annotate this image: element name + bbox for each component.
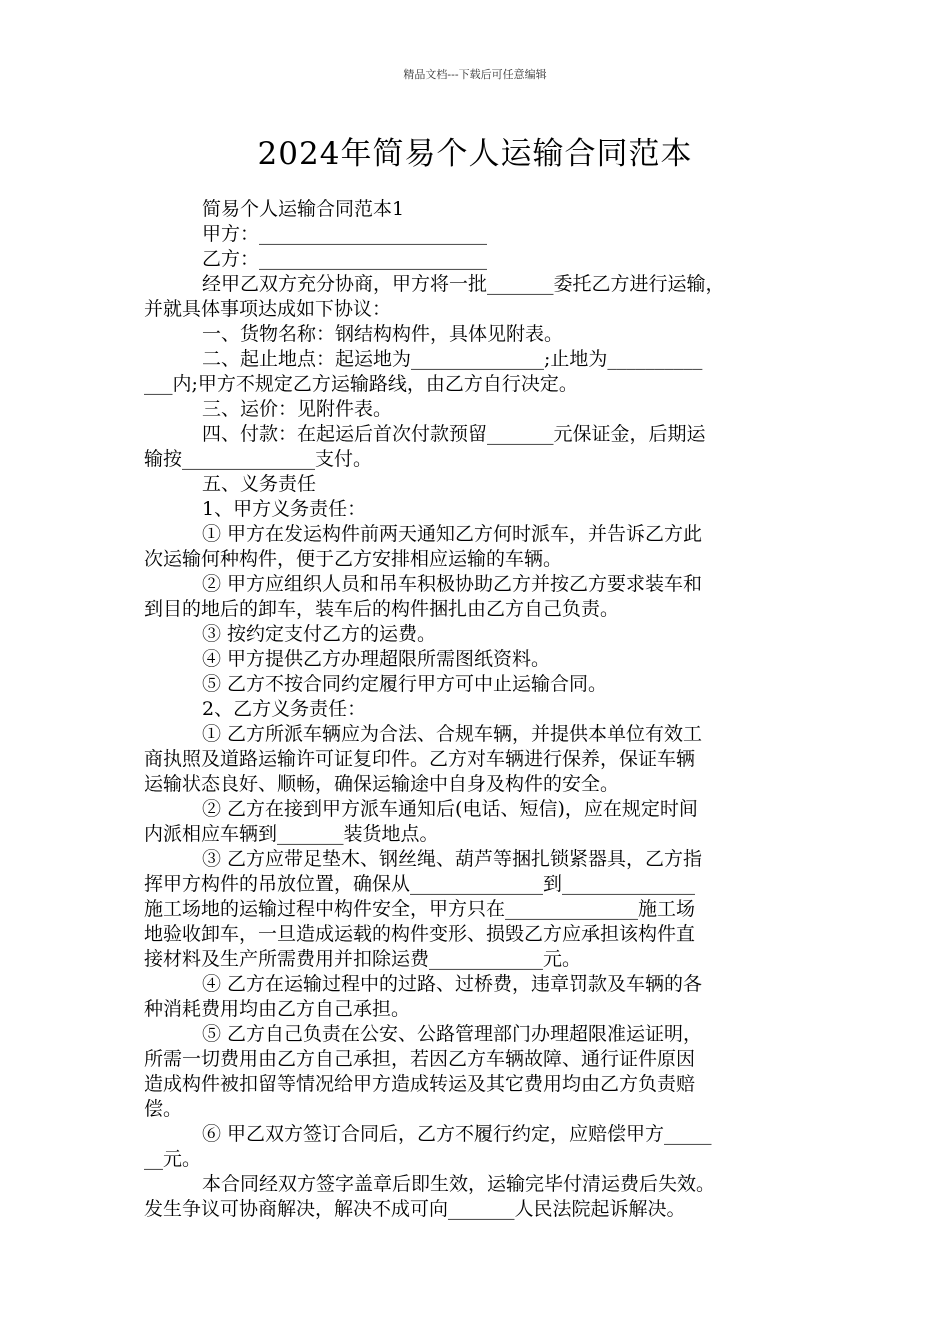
body-line: 2、乙方义务责任： (202, 698, 367, 720)
body-line: ① 甲方在发运构件前两天通知乙方何时派车，并告诉乙方此 (202, 523, 703, 545)
contract-body (144, 197, 809, 1222)
body-line: 种消耗费用均由乙方自己承担。 (144, 998, 411, 1020)
body-line: __元。 (144, 1148, 202, 1170)
body-line: 乙方：________________________ (202, 248, 488, 270)
body-line: 造成构件被扣留等情况给甲方造成转运及其它费用均由乙方负责赔 (144, 1073, 696, 1095)
body-line: 本合同经双方签字盖章后即生效，运输完毕付清运费后失效。 (202, 1173, 716, 1195)
body-line: ④ 乙方在运输过程中的过路、过桥费，违章罚款及车辆的各 (202, 973, 703, 995)
body-line: 1、甲方义务责任： (202, 498, 367, 520)
body-line: ⑤ 乙方自己负责在公安、公路管理部门办理超限准运证明， (202, 1023, 703, 1045)
body-line: 甲方：________________________ (202, 223, 488, 245)
body-line: 发生争议可协商解决，解决不成可向_______人民法院起诉解决。 (144, 1198, 686, 1220)
body-line: 地验收卸车，一旦造成运载的构件变形、损毁乙方应承担该构件直 (144, 923, 696, 945)
body-line: 并就具体事项达成如下协议： (144, 298, 392, 320)
body-line: 简易个人运输合同范本1 (202, 198, 405, 220)
document-title: 2024年简易个人运输合同范本 (257, 136, 693, 172)
body-line: 四、付款：在起运后首次付款预留_______元保证金，后期运 (202, 423, 706, 445)
body-line: 到目的地后的卸车，装车后的构件捆扎由乙方自己负责。 (144, 598, 620, 620)
body-line: 经甲乙双方充分协商，甲方将一批_______委托乙方进行运输， (202, 273, 725, 295)
body-line: ④ 甲方提供乙方办理超限所需图纸资料。 (202, 648, 551, 670)
body-line: ② 甲方应组织人员和吊车积极协助乙方并按乙方要求装车和 (202, 573, 703, 595)
body-line: 内派相应车辆到_______装货地点。 (144, 823, 439, 845)
body-line: 接材料及生产所需费用并扣除运费____________元。 (144, 948, 582, 970)
body-line: ② 乙方在接到甲方派车通知后(电话、短信)，应在规定时间 (202, 798, 698, 820)
body-line: 所需一切费用由乙方自己承担，若因乙方车辆故障、通行证件原因 (144, 1048, 696, 1070)
body-line: 施工场地的运输过程中构件安全，甲方只在______________施工场 (144, 898, 696, 920)
body-line: 次运输何种构件，便于乙方安排相应运输的车辆。 (144, 548, 563, 570)
body-line: 二、起止地点：起运地为______________;止地为__________ (202, 348, 703, 370)
body-line: 运输状态良好、顺畅，确保运输途中自身及构件的安全。 (144, 773, 620, 795)
body-line: 三、运价：见附件表。 (202, 398, 393, 420)
body-line: 偿。 (144, 1098, 183, 1120)
body-line: ⑤ 乙方不按合同约定履行甲方可中止运输合同。 (202, 673, 608, 695)
header-note: 精品文档---下载后可任意编辑 (403, 68, 547, 81)
body-line: ① 乙方所派车辆应为合法、合规车辆，并提供本单位有效工 (202, 723, 703, 745)
body-line: ⑥ 甲乙双方签订合同后，乙方不履行约定，应赔偿甲方_____ (202, 1123, 712, 1145)
body-line: 一、货物名称：钢结构构件，具体见附表。 (202, 323, 564, 345)
body-line: 商执照及道路运输许可证复印件。乙方对车辆进行保养，保证车辆 (144, 748, 696, 770)
body-line: 输按______________支付。 (144, 448, 373, 470)
body-line: ___内;甲方不规定乙方运输路线，由乙方自行决定。 (144, 373, 578, 395)
body-line: 五、义务责任 (202, 473, 317, 495)
body-line: ③ 乙方应带足垫木、钢丝绳、葫芦等捆扎锁紧器具，乙方指 (202, 848, 703, 870)
body-line: ③ 按约定支付乙方的运费。 (202, 623, 437, 645)
body-line: 挥甲方构件的吊放位置，确保从______________到______________ (144, 873, 696, 895)
